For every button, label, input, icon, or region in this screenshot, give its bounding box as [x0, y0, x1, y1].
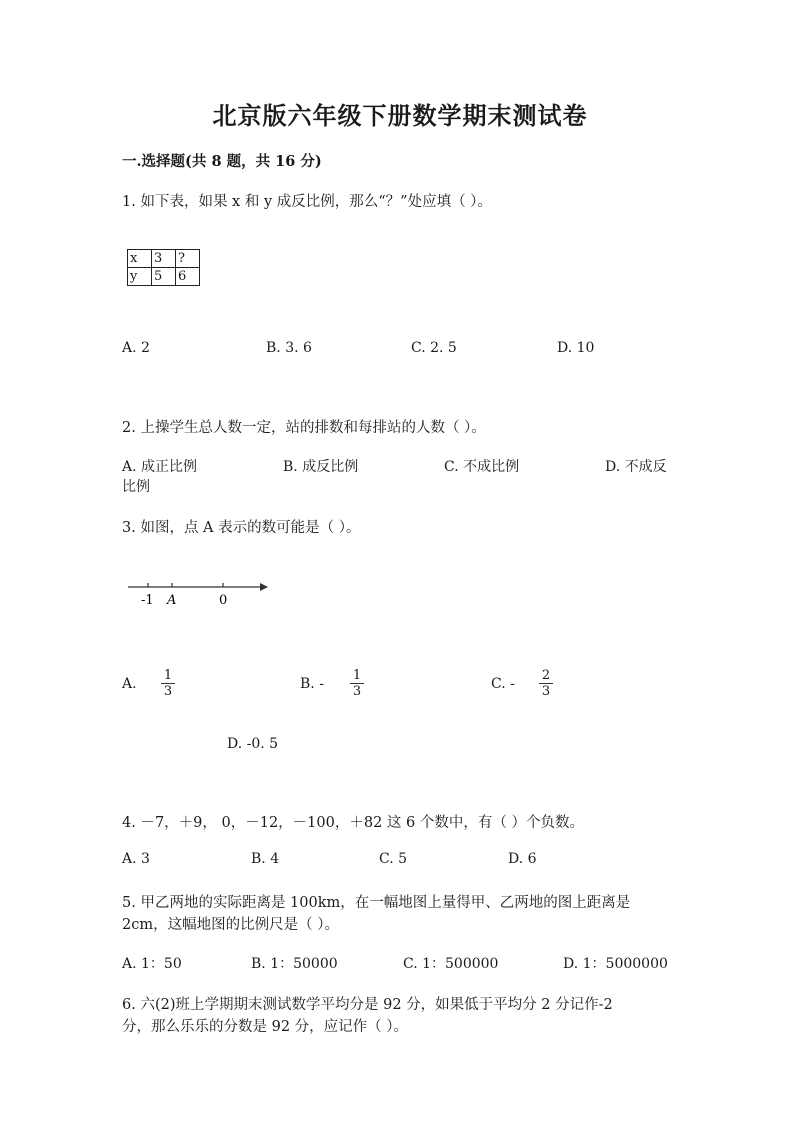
- fraction-numerator: 2: [541, 668, 551, 683]
- number-line-diagram: [126, 578, 276, 612]
- label-minus-one: -1: [141, 593, 154, 608]
- q1-option-d: D. 10: [557, 340, 595, 356]
- q3-option-a-prefix: A.: [122, 676, 137, 692]
- table-cell: ?: [176, 250, 200, 268]
- q5-option-b: B. 1：50000: [251, 956, 338, 972]
- q1-option-a: A. 2: [122, 340, 150, 356]
- q2-option-d: D. 不成反: [605, 459, 667, 475]
- fraction-numerator: 1: [352, 668, 362, 683]
- q3-option-b-fraction: [350, 668, 364, 699]
- table-cell: x: [128, 250, 152, 268]
- xy-table: [127, 249, 200, 286]
- section-heading: 一.选择题(共 8 题，共 16 分): [122, 153, 322, 170]
- question-5-stem-line-1: 5. 甲乙两地的实际距离是 100km，在一幅地图上量得甲、乙两地的图上距离是: [122, 895, 631, 911]
- fraction-denominator: 3: [352, 684, 362, 699]
- q3-option-c-prefix: C. -: [491, 676, 515, 692]
- q3-option-a-fraction: [161, 668, 175, 699]
- question-6-stem-line-1: 6. 六(2)班上学期期末测试数学平均分是 92 分，如果低于平均分 2 分记作-2: [122, 997, 613, 1013]
- q2-option-a: A. 成正比例: [122, 459, 198, 475]
- table-row: [128, 250, 200, 268]
- table-row: [128, 268, 200, 286]
- page-title: 北京版六年级下册数学期末测试卷: [212, 101, 588, 130]
- label-zero: 0: [219, 593, 228, 608]
- table-cell: 5: [152, 268, 176, 286]
- q4-option-c: C. 5: [379, 851, 408, 867]
- table-cell: y: [128, 268, 152, 286]
- q5-option-c: C. 1：500000: [403, 956, 499, 972]
- fraction-denominator: 3: [163, 684, 173, 699]
- label-a: A: [167, 593, 177, 608]
- q1-option-b: B. 3. 6: [266, 340, 312, 356]
- table-cell: 6: [176, 268, 200, 286]
- question-5-stem-line-2: 2cm，这幅地图的比例尺是（ ）。: [122, 917, 339, 933]
- q4-option-d: D. 6: [508, 851, 537, 867]
- q1-option-c: C. 2. 5: [411, 340, 457, 356]
- question-2-stem: 2. 上操学生总人数一定，站的排数和每排站的人数（ ）。: [122, 420, 486, 436]
- q3-option-d: D. -0. 5: [227, 736, 279, 752]
- question-6-stem-line-2: 分，那么乐乐的分数是 92 分，应记作（ ）。: [122, 1019, 409, 1035]
- q2-option-b: B. 成反比例: [283, 459, 359, 475]
- number-line-arrow: [260, 583, 268, 591]
- q5-option-d: D. 1：5000000: [563, 956, 668, 972]
- fraction-denominator: 3: [541, 684, 551, 699]
- fraction-numerator: 1: [163, 668, 173, 683]
- q3-option-b-prefix: B. -: [300, 676, 324, 692]
- question-4-stem: 4. －7，＋9， 0，－12，－100，＋82 这 6 个数中，有（ ）个负数。: [122, 815, 584, 831]
- q4-option-b: B. 4: [251, 851, 280, 867]
- q2-option-d-continued: 比例: [122, 479, 150, 495]
- table-cell: 3: [152, 250, 176, 268]
- question-3-stem: 3. 如图，点 A 表示的数可能是（ ）。: [122, 520, 361, 536]
- q5-option-a: A. 1：50: [122, 956, 182, 972]
- q2-option-c: C. 不成比例: [444, 459, 520, 475]
- question-1-stem: 1. 如下表，如果 x 和 y 成反比例，那么“？”处应填（ ）。: [122, 194, 492, 210]
- q4-option-a: A. 3: [122, 851, 150, 867]
- q3-option-c-fraction: [539, 668, 553, 699]
